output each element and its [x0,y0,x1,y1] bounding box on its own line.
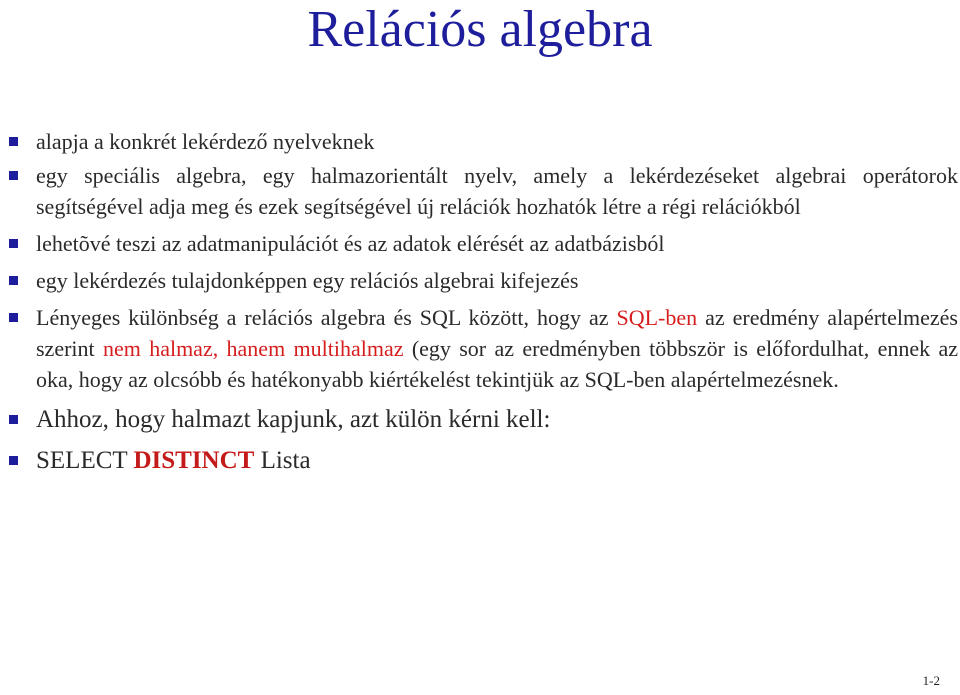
highlight-text-multihalmaz: nem halmaz, hanem multihalmaz [102,336,404,361]
square-bullet-icon [9,171,18,180]
page-number: 1-2 [922,673,940,688]
square-bullet-icon [9,415,18,424]
bullet-text: alapja a konkrét lekérdező nyelveknek [36,129,375,154]
bullet-text: az eredmény alapértelmezés szerint [36,305,958,361]
list-item [0,126,960,157]
sql-keyword-distinct: DISTINCT [133,447,255,474]
page-title: Relációs algebra [307,1,653,58]
bullet-list [0,126,960,482]
bullet-text: Ahhoz, hogy halmazt kapjunk, azt külön kérni kell: [36,406,551,433]
square-bullet-icon [9,276,18,285]
bullet-text: lehetõvé teszi az adatmanipulációt és az adatok elérését az adatbázisból [36,231,665,256]
square-bullet-icon [9,313,18,322]
highlight-text-sql-ben: SQL-ben [616,305,698,330]
bullet-text: Lényeges különbség a relációs algebra és SQL között, hogy az [36,305,617,330]
bullet-text: egy lekérdezés tulajdonképpen egy relációs algebrai kifejezés [36,268,579,293]
list-item [0,444,960,477]
list-item [0,265,960,296]
bullet-text: (egy sor az eredményben többször is előfordulhat, ennek az oka, hogy az olcsóbb és hatékonyabb kiértékelést tekintjük az SQL-ben alapértelmezésnek. [36,336,958,392]
list-item [0,160,960,222]
square-bullet-icon [9,456,18,465]
list-item [0,302,960,395]
square-bullet-icon [9,239,18,248]
bullet-text: egy speciális algebra, egy halmazorientált nyelv, amely a lekérdezéseket algebrai operátorok segítségével adja meg és ezek segítségével új relációk hozhatók létre a régi relációkból [36,163,958,219]
list-item [0,228,960,259]
square-bullet-icon [9,137,18,146]
sql-keyword-select: SELECT [36,447,134,474]
sql-identifier-lista: Lista [254,447,311,474]
list-item [0,403,960,436]
